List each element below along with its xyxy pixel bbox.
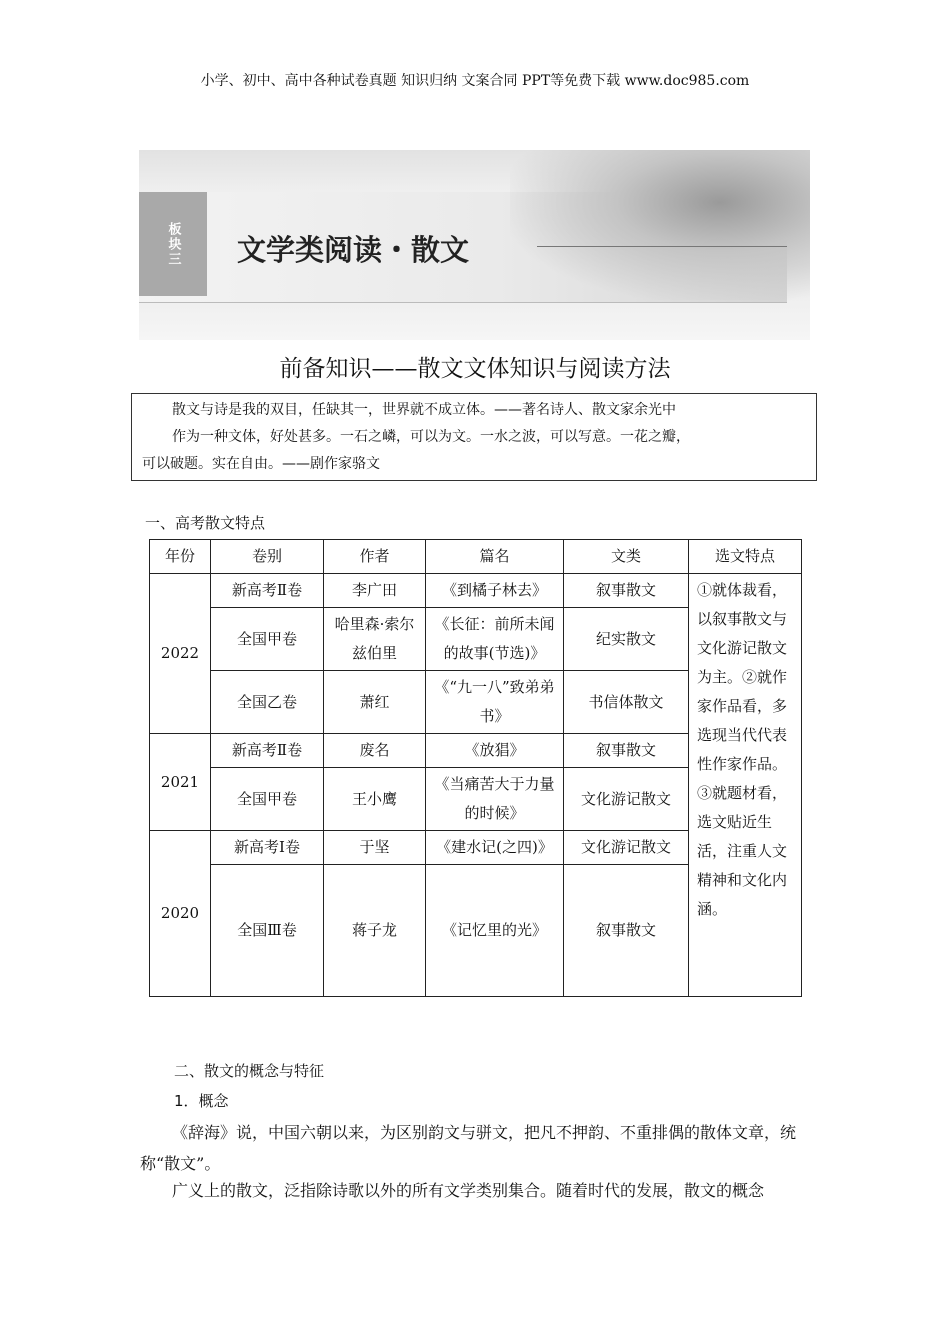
table-header-row: [150, 540, 802, 574]
banner-title: 文学类阅读・散文: [237, 233, 470, 267]
genre-cell: 书信体散文: [564, 671, 689, 734]
exam-cell: 全国Ⅲ卷: [211, 865, 324, 997]
exam-cell: 全国甲卷: [211, 768, 324, 831]
genre-cell: 叙事散文: [564, 734, 689, 768]
genre-cell: 叙事散文: [564, 574, 689, 608]
exam-cell: 新高考Ⅱ卷: [211, 734, 324, 768]
title-cell: 《建水记(之四)》: [426, 831, 564, 865]
features-cell: ①就体裁看，以叙事散文与文化游记散文为主。②就作家作品看，多选现当代代表性作家作品。③就题材看，选文贴近生活，注重人文精神和文化内涵。: [689, 574, 802, 997]
paragraph-1: 《辞海》说，中国六朝以来，为区别韵文与骈文，把凡不押韵、不重排偶的散体文章，统称“散文”。: [140, 1123, 797, 1173]
title-cell: 《“九一八”致弟弟书》: [426, 671, 564, 734]
genre-cell: 纪实散文: [564, 608, 689, 671]
exam-cell: 全国乙卷: [211, 671, 324, 734]
author-cell: 蒋子龙: [324, 865, 426, 997]
exam-cell: 新高考Ⅱ卷: [211, 574, 324, 608]
author-cell: 王小鹰: [324, 768, 426, 831]
title-cell: 《到橘子林去》: [426, 574, 564, 608]
banner-divider: [537, 246, 787, 247]
subsection-heading: 1．概念: [174, 1092, 229, 1110]
header-cell: 篇名: [426, 540, 564, 574]
table-row: [150, 574, 802, 608]
quote-line-3: 可以破题。实在自由。——剧作家骆文: [142, 456, 380, 472]
year-cell: 2020: [150, 831, 211, 997]
banner-tag: 板块三: [139, 192, 207, 296]
section-heading-1: 一、高考散文特点: [145, 514, 266, 532]
quote-box: [131, 393, 817, 481]
header-cell: 选文特点: [689, 540, 802, 574]
year-cell: 2022: [150, 574, 211, 734]
title-cell: 《记忆里的光》: [426, 865, 564, 997]
page-subtitle: 前备知识——散文文体知识与阅读方法: [279, 356, 671, 382]
title-cell: 《放猖》: [426, 734, 564, 768]
exam-cell: 新高考Ⅰ卷: [211, 831, 324, 865]
year-cell: 2021: [150, 734, 211, 831]
paragraph-2: 广义上的散文，泛指除诗歌以外的所有文学类别集合。随着时代的发展，散文的概念: [172, 1181, 765, 1200]
author-cell: 哈里森·索尔兹伯里: [324, 608, 426, 671]
quote-line-2: 作为一种文体，好处甚多。一石之嶙，可以为文。一水之波，可以写意。一花之瓣，: [172, 429, 690, 445]
header-cell: 作者: [324, 540, 426, 574]
header-cell: 文类: [564, 540, 689, 574]
banner-landscape-image: [510, 150, 810, 300]
header-cell: 年份: [150, 540, 211, 574]
genre-cell: 文化游记散文: [564, 831, 689, 865]
section-heading-2: 二、散文的概念与特征: [174, 1062, 325, 1080]
header-cell: 卷别: [211, 540, 324, 574]
author-cell: 废名: [324, 734, 426, 768]
title-cell: 《当痛苦大于力量的时候》: [426, 768, 564, 831]
author-cell: 于坚: [324, 831, 426, 865]
section-banner: [139, 150, 810, 340]
page-header: 小学、初中、高中各种试卷真题 知识归纳 文案合同 PPT等免费下载 www.doc985.com: [200, 73, 750, 89]
title-cell: 《长征：前所未闻的故事(节选)》: [426, 608, 564, 671]
exam-table: [149, 539, 802, 997]
author-cell: 萧红: [324, 671, 426, 734]
exam-cell: 全国甲卷: [211, 608, 324, 671]
quote-line-1: 散文与诗是我的双目，任缺其一，世界就不成立体。——著名诗人、散文家余光中: [172, 402, 676, 418]
genre-cell: 文化游记散文: [564, 768, 689, 831]
author-cell: 李广田: [324, 574, 426, 608]
genre-cell: 叙事散文: [564, 865, 689, 997]
